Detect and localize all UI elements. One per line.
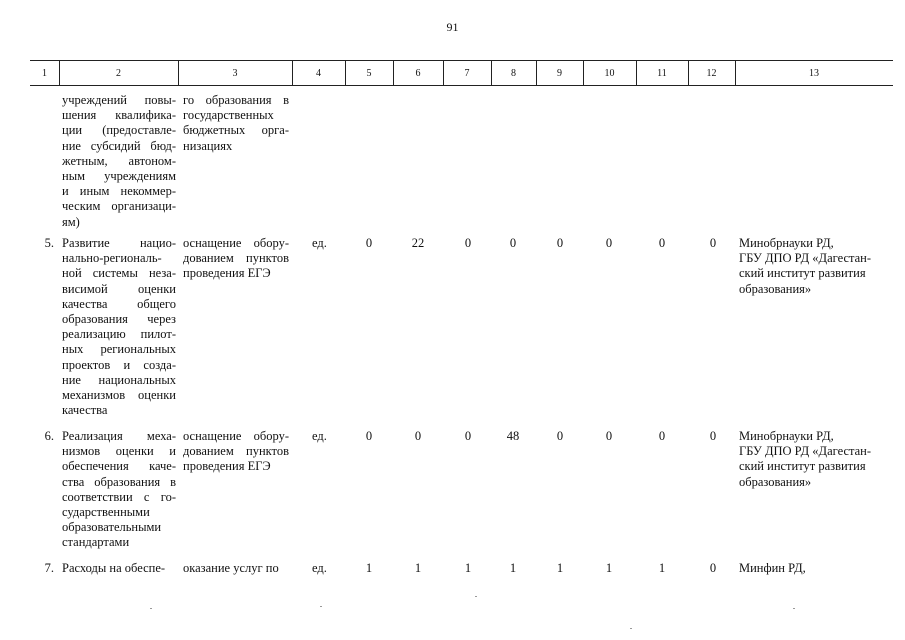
indicator-line: оснащение обору- [183, 236, 289, 250]
executor-line: ГБУ ДПО РД «Дагестан- [739, 251, 872, 266]
scan-speck [150, 608, 152, 609]
indicator-line: проведения ЕГЭ [183, 266, 271, 281]
value-cell: 1 [509, 561, 517, 575]
measure-name-line: образования через [62, 312, 176, 326]
measure-name-line: учреждений повы- [62, 93, 176, 107]
executor-line: Минобрнауки РД, [739, 429, 834, 443]
executor-line: Минобрнауки РД, [739, 236, 834, 250]
measure-name-line: ным учреждениям [62, 169, 176, 183]
indicator-line: дованием пунктов [183, 251, 289, 266]
header-cell: 2 [116, 68, 121, 79]
value-cell: 1 [658, 561, 666, 575]
value-cell: 22 [411, 236, 425, 250]
measure-name-line: качества [62, 403, 108, 418]
header-bottom-rule [30, 85, 893, 86]
measure-name-line: и иным некоммер- [62, 184, 176, 199]
measure-name-line: низмов оценки и [62, 444, 176, 459]
value-cell: 1 [365, 561, 373, 575]
value-cell: 0 [605, 236, 613, 250]
measure-name-line: ства образования в [62, 474, 176, 489]
row-number: 7. [44, 561, 54, 575]
header-cell: 11 [657, 68, 667, 79]
measure-name-line: Реализация меха- [62, 429, 176, 443]
measure-name-line: образовательными [62, 520, 162, 535]
indicator-line: проведения ЕГЭ [183, 459, 271, 474]
indicator-line: бюджетных орга- [183, 123, 289, 138]
header-cell: 10 [604, 68, 615, 79]
indicator-line: го образования в [183, 93, 289, 107]
value-cell: 1 [605, 561, 613, 575]
measure-name-line: Развитие нацио- [62, 236, 176, 250]
measure-name-line: ям) [62, 214, 80, 229]
header-cell: 7 [464, 68, 470, 79]
value-cell: 1 [414, 561, 422, 575]
measure-name-line: проектов и созда- [62, 357, 176, 372]
indicator-line: низациях [183, 138, 233, 153]
indicator-line: государственных [183, 108, 274, 123]
scan-speck [475, 596, 477, 597]
measure-name-line: сударственными [62, 505, 150, 519]
indicator-line: дованием пунктов [183, 444, 289, 459]
indicator-line: оснащение обору- [183, 429, 289, 443]
measure-name-line: обеспечения каче- [62, 459, 176, 474]
header-cell: 13 [809, 68, 819, 79]
header-cell: 6 [415, 68, 421, 79]
executor-line: образования» [739, 281, 812, 296]
value-cell: 0 [414, 429, 422, 443]
value-cell: 1 [556, 561, 564, 575]
value-cell: 0 [556, 236, 564, 250]
measure-name-line: Расходы на обеспе- [62, 561, 166, 575]
measure-name-line: ние субсидий бюд- [62, 138, 176, 153]
scan-speck [320, 606, 322, 607]
header-cell: 4 [316, 68, 321, 79]
value-cell: 0 [509, 236, 517, 250]
scan-speck [630, 628, 632, 629]
value-cell: 0 [709, 561, 717, 575]
measure-name-line: ции (предоставле- [62, 123, 176, 138]
measure-name-line: висимой оценки [62, 281, 176, 296]
indicator-line: оказание услуг по [183, 561, 279, 575]
value-cell: 1 [464, 561, 472, 575]
executor-line: Минфин РД, [739, 561, 806, 575]
value-cell: 0 [658, 236, 666, 250]
header-cell: 1 [42, 68, 47, 79]
measure-name-line: шения квалифика- [62, 108, 176, 123]
measure-name-line: жетным, автоном- [62, 153, 176, 168]
row-number: 5. [44, 236, 54, 250]
unit-cell: ед. [312, 429, 327, 443]
measure-name-line: нально-региональ- [62, 251, 162, 266]
measure-name-line: ние национальных [62, 372, 176, 387]
measure-name-line: ческим организаци- [62, 199, 176, 214]
header-top-rule [30, 60, 893, 61]
executor-line: ГБУ ДПО РД «Дагестан- [739, 444, 872, 459]
value-cell: 0 [658, 429, 666, 443]
header-cell: 9 [557, 68, 562, 79]
value-cell: 0 [365, 429, 373, 443]
measure-name-line: ной системы неза- [62, 266, 176, 281]
executor-line: образования» [739, 474, 812, 489]
value-cell: 0 [365, 236, 373, 250]
unit-cell: ед. [312, 561, 327, 575]
measure-name-line: ных региональных [62, 342, 176, 357]
value-cell: 0 [709, 429, 717, 443]
value-cell: 0 [464, 236, 472, 250]
page-number: 91 [446, 20, 459, 34]
header-cell: 12 [706, 68, 717, 79]
value-cell: 0 [709, 236, 717, 250]
row-number: 6. [44, 429, 54, 443]
value-cell: 48 [506, 429, 520, 443]
header-cell: 3 [232, 68, 238, 79]
header-cell: 5 [366, 68, 372, 79]
value-cell: 0 [464, 429, 472, 443]
header-cell: 8 [511, 68, 516, 79]
value-cell: 0 [605, 429, 613, 443]
unit-cell: ед. [312, 236, 327, 250]
measure-name-line: механизмов оценки [62, 388, 176, 402]
executor-line: ский институт развития [739, 459, 866, 474]
measure-name-line: реализацию пилот- [62, 327, 176, 342]
measure-name-line: соответствии с го- [62, 489, 176, 504]
measure-name-line: качества общего [62, 296, 176, 311]
measure-name-line: стандартами [62, 535, 130, 550]
value-cell: 0 [556, 429, 564, 443]
scan-speck [793, 608, 795, 609]
executor-line: ский институт развития [739, 266, 866, 281]
